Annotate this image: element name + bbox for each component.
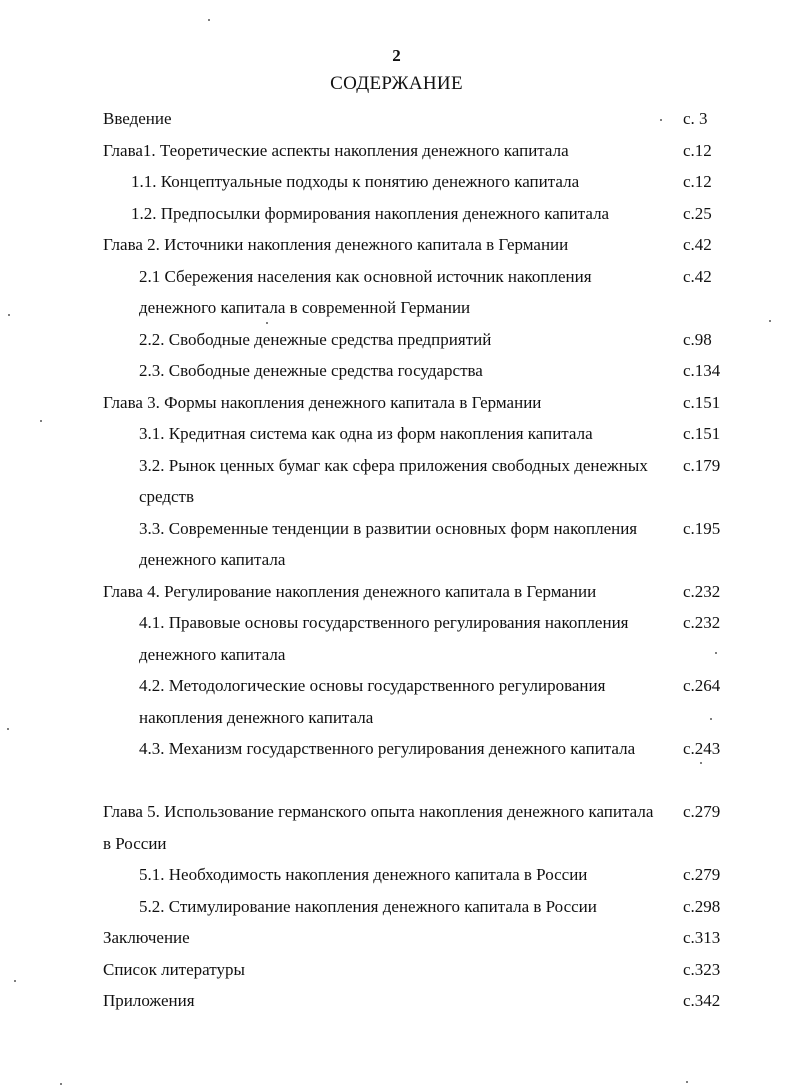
scan-speck (60, 1083, 62, 1085)
toc-entry-page: с.12 (683, 172, 712, 191)
toc-entry-section-4-2 (0, 670, 793, 733)
toc-entry-title: Глава 2. Источники накопления денежного капитала в Германии (103, 235, 569, 254)
toc-entry-title: 4.3. Механизм государственного регулирования денежного капитала (139, 739, 636, 758)
toc-entry-page: с.195 (683, 518, 721, 538)
scan-speck (660, 119, 662, 121)
toc-entry-title: 2.1 Сбережения населения как основной источник накопления денежного капитала в современной Германии (139, 266, 592, 317)
toc-entry-section-2-1 (0, 261, 793, 324)
toc-entry-section-3-1 (0, 418, 793, 450)
toc-entry-section-1-1 (0, 166, 793, 198)
toc-entry-page: с.42 (683, 266, 712, 286)
page-number: 2 (392, 46, 401, 65)
toc-entry-title: Глава1. Теоретические аспекты накопления денежного капитала (103, 140, 569, 160)
scan-speck (686, 1081, 688, 1083)
toc-entry-section-4-1 (0, 607, 793, 670)
toc-entry-title: 5.2. Стимулирование накопления денежного капитала в России (139, 896, 597, 916)
toc-entry-page: с.243 (683, 739, 721, 758)
toc-entry-introduction (0, 103, 793, 135)
toc-entry-title: 3.3. Современные тенденции в развитии основных форм накопления денежного капитала (139, 518, 638, 569)
toc-entry-title: 3.2. Рынок ценных бумаг как сфера приложения свободных денежных средств (139, 455, 648, 506)
toc-entry-page: с.313 (683, 928, 721, 947)
toc-entry-title: 5.1. Необходимость накопления денежного капитала в России (139, 865, 588, 884)
toc-entry-page: с.134 (683, 361, 721, 380)
scan-speck (266, 322, 268, 324)
toc-entry-title: Приложения (103, 991, 195, 1010)
toc-entry-chapter-3 (0, 387, 793, 419)
toc-entry-page: с.98 (683, 329, 712, 349)
toc-entry-chapter-2 (0, 229, 793, 261)
toc-entry-title: 1.1. Концептуальные подходы к понятию денежного капитала (131, 172, 580, 191)
toc-entry-page: с.232 (683, 581, 721, 601)
toc-entry-title: Введение (103, 109, 172, 128)
toc-entry-page: с.279 (683, 865, 721, 884)
scan-speck (8, 314, 10, 316)
toc-entry-chapter-4 (0, 576, 793, 608)
scan-speck (700, 762, 702, 764)
toc-entry-page: с.42 (683, 235, 712, 254)
scan-speck (769, 320, 771, 322)
toc-entry-page: с.151 (683, 424, 721, 443)
scan-speck (14, 980, 16, 982)
toc-entry-title: Глава 3. Формы накопления денежного капитала в Германии (103, 392, 542, 412)
toc-entry-section-3-3 (0, 513, 793, 576)
scan-speck (710, 718, 712, 720)
toc-entry-page: с.264 (683, 676, 721, 695)
toc-entry-page: с.25 (683, 203, 712, 223)
toc-entry-page: с.179 (683, 455, 721, 475)
toc-entry-bibliography (0, 954, 793, 986)
toc-entry-chapter-1 (0, 135, 793, 167)
toc-entry-page: с.298 (683, 896, 721, 916)
toc-entry-page: с.342 (683, 991, 721, 1010)
toc-entry-title: 3.1. Кредитная система как одна из форм накопления капитала (139, 424, 593, 443)
scan-speck (208, 19, 210, 21)
toc-entry-title: 1.2. Предпосылки формирования накопления денежного капитала (131, 203, 610, 223)
toc-entry-section-4-3 (0, 733, 793, 796)
toc-entry-section-5-1 (0, 859, 793, 891)
toc-entry-appendices (0, 985, 793, 1017)
toc-entry-title: Глава 5. Использование германского опыта накопления денежного капитала в России (103, 802, 654, 853)
toc-entry-section-2-3 (0, 355, 793, 387)
toc-entry-title: 2.2. Свободные денежные средства предприятий (139, 329, 492, 349)
toc-entry-page: с.232 (683, 613, 721, 632)
toc-entry-title: Глава 4. Регулирование накопления денежного капитала в Германии (103, 581, 597, 601)
toc-entry-section-1-2 (0, 198, 793, 230)
toc-entry-title: Заключение (103, 928, 190, 947)
toc-entry-page: с. 3 (683, 109, 708, 128)
toc-entry-title: 4.1. Правовые основы государственного регулирования накопления денежного капитала (139, 613, 629, 664)
scan-speck (7, 728, 9, 730)
table-of-contents (0, 103, 793, 1017)
toc-entry-conclusion (0, 922, 793, 954)
toc-entry-page: с.279 (683, 802, 721, 821)
toc-entry-section-2-2 (0, 324, 793, 356)
toc-entry-page: с.323 (683, 959, 721, 979)
toc-entry-title: Список литературы (103, 959, 245, 979)
toc-entry-section-3-2 (0, 450, 793, 513)
scan-speck (40, 420, 42, 422)
toc-entry-title: 4.2. Методологические основы государственного регулирования накопления денежного капитала (139, 676, 606, 727)
toc-title: СОДЕРЖАНИЕ (330, 73, 463, 94)
toc-entry-title: 2.3. Свободные денежные средства государства (139, 361, 483, 380)
toc-entry-section-5-2 (0, 891, 793, 923)
toc-entry-chapter-5 (0, 796, 793, 859)
toc-entry-page: с.151 (683, 392, 721, 412)
scan-speck (715, 652, 717, 654)
toc-entry-page: с.12 (683, 140, 712, 160)
